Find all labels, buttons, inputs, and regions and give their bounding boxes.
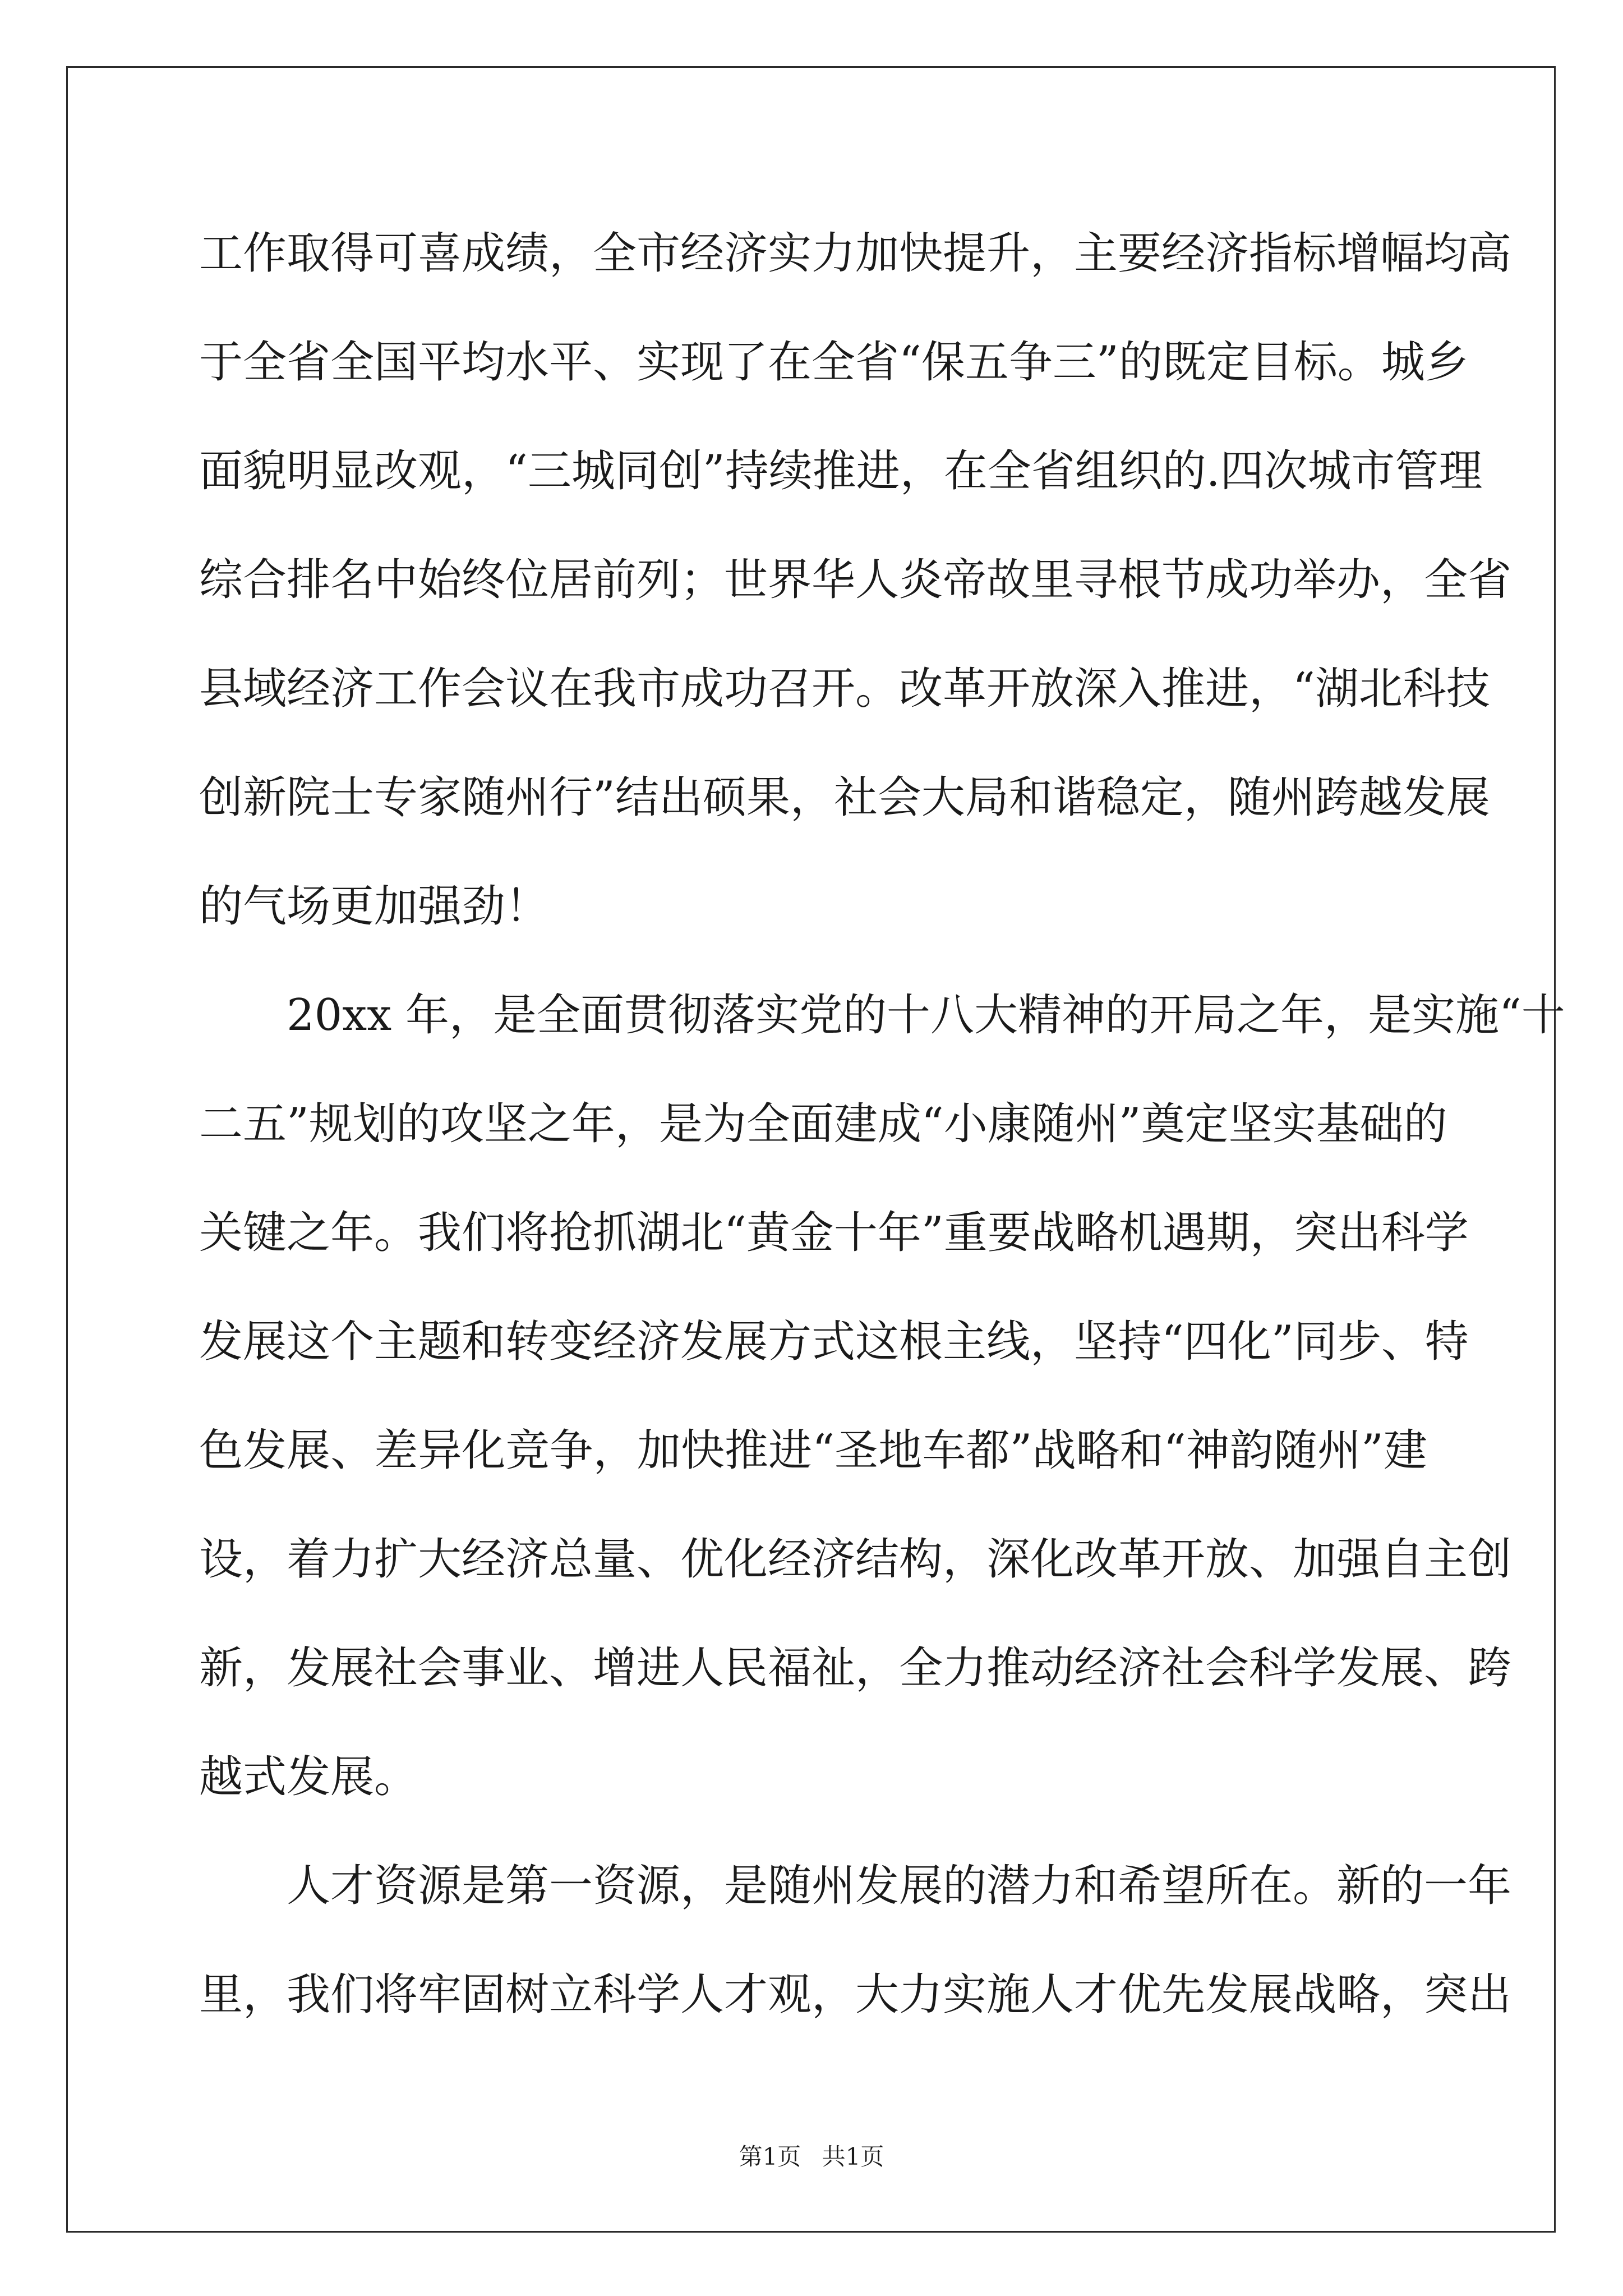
paragraph-line: 人才资源是第一资源，是随州发展的潜力和希望所在。新的一年: [287, 1861, 1512, 1911]
document-body: [199, 199, 1565, 2049]
page-number-total: 共1页: [822, 2143, 884, 2170]
paragraph-line: 创新院士专家随州行”结出硕果，社会大局和谐稳定，随州跨越发展: [199, 772, 1490, 823]
paragraph-line: 新，发展社会事业、增进人民福祉，全力推动经济社会科学发展、跨: [199, 1643, 1512, 1694]
paragraph-line: 色发展、差异化竞争，加快推进“圣地车都”战略和“神韵随州”建: [199, 1425, 1427, 1476]
paragraph-line: 里，我们将牢固树立科学人才观，大力实施人才优先发展战略，突出: [199, 1970, 1512, 2020]
paragraph-line: 二五”规划的攻坚之年，是为全面建成“小康随州”奠定坚实基础的: [199, 1099, 1447, 1149]
paragraph-line: 发展这个主题和转变经济发展方式这根主线，坚持“四化”同步、特: [199, 1317, 1469, 1367]
paragraph-line: 面貌明显改观，“三城同创”持续推进，在全省组织的.四次城市管理: [199, 446, 1483, 496]
paragraph-line: 县域经济工作会议在我市成功召开。改革开放深入推进，“湖北科技: [199, 664, 1490, 714]
paragraph-line: 越式发展。: [199, 1752, 418, 1802]
page-number-current: 第1页: [739, 2143, 801, 2170]
paragraph-line: 综合排名中始终位居前列；世界华人炎帝故里寻根节成功举办，全省: [199, 555, 1512, 605]
paragraph-line: 工作取得可喜成绩，全市经济实力加快提升，主要经济指标增幅均高: [199, 228, 1512, 279]
paragraph-line: 20xx 年，是全面贯彻落实党的十八大精神的开局之年，是实施“十: [287, 990, 1565, 1041]
paragraph-line: 的气场更加强劲！: [199, 881, 550, 932]
page-footer: [0, 2138, 1623, 2172]
paragraph-line: 关键之年。我们将抢抓湖北“黄金十年”重要战略机遇期，突出科学: [199, 1208, 1469, 1258]
paragraph-line: 于全省全国平均水平、实现了在全省“保五争三”的既定目标。城乡: [199, 337, 1469, 388]
paragraph-line: 设，着力扩大经济总量、优化经济结构，深化改革开放、加强自主创: [199, 1534, 1512, 1585]
